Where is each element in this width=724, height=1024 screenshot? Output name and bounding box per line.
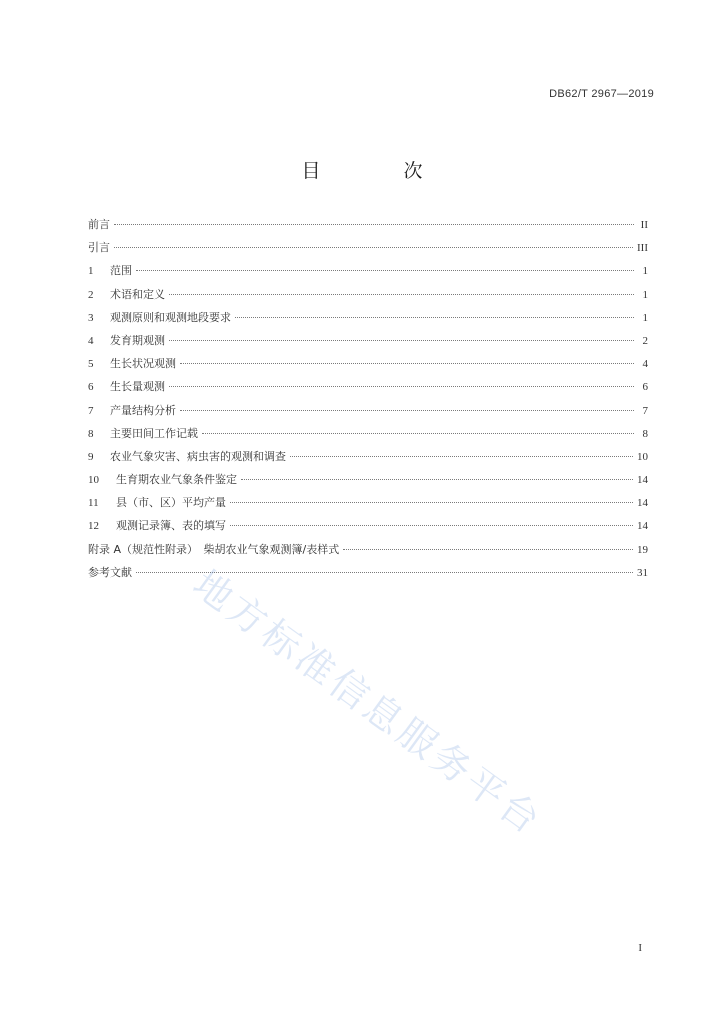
toc-entry-label: 参考文献 [88, 565, 132, 579]
toc-entry-page: 14 [637, 474, 648, 487]
standard-code: DB62/T 2967—2019 [549, 88, 654, 100]
toc-dot-leader [169, 340, 634, 341]
toc-entry[interactable] [88, 216, 648, 239]
toc-entry-page: 2 [642, 334, 648, 347]
toc-entry-label: 发育期观测 [110, 333, 165, 347]
toc-entry-label: 附录 A（规范性附录） 柴胡农业气象观测簿/表样式 [88, 542, 340, 556]
toc-dot-leader [241, 479, 633, 480]
toc-entry-number: 1 [88, 265, 94, 278]
toc-entry-number: 8 [88, 427, 94, 440]
toc-dot-leader [343, 549, 633, 550]
toc-entry[interactable] [88, 448, 648, 471]
toc-entry-page: 19 [637, 543, 648, 556]
toc-dot-leader [202, 433, 634, 434]
toc-dot-leader [290, 456, 633, 457]
toc-entry[interactable] [88, 494, 648, 517]
toc-entry-label: 产量结构分析 [110, 403, 176, 417]
toc-entry-label: 生长量观测 [110, 380, 165, 394]
toc-entry-page: 8 [642, 427, 648, 440]
toc-dot-leader [136, 270, 634, 271]
watermark: 地方标准信息服务平台 [185, 561, 551, 845]
toc-entry-label: 引言 [88, 241, 110, 255]
toc-entry-label: 农业气象灾害、病虫害的观测和调查 [110, 449, 286, 463]
toc-entry-number: 9 [88, 450, 94, 463]
toc-dot-leader [169, 294, 634, 295]
toc-entry-label: 生育期农业气象条件鉴定 [116, 473, 237, 487]
toc-entry-number: 2 [88, 288, 94, 301]
toc-entry-label: 范围 [110, 264, 132, 278]
toc-entry[interactable] [88, 541, 648, 564]
toc-entry-number: 12 [88, 520, 99, 533]
toc-entry[interactable] [88, 425, 648, 448]
toc-entry-number: 7 [88, 404, 94, 417]
toc-entry-page: 1 [642, 265, 648, 278]
toc-entry[interactable] [88, 355, 648, 378]
toc-dot-leader [136, 572, 633, 573]
toc-title: 目 次 [301, 160, 455, 182]
toc-entry-page: 14 [637, 520, 648, 533]
toc-entry-page: 10 [637, 450, 648, 463]
toc-entry-label: 主要田间工作记载 [110, 426, 198, 440]
toc-entry-page: 7 [642, 404, 648, 417]
toc-entry[interactable] [88, 378, 648, 401]
toc-entry-number: 4 [88, 334, 94, 347]
toc-entry[interactable] [88, 262, 648, 285]
toc-entry-number: 6 [88, 381, 94, 394]
toc-entry[interactable] [88, 286, 648, 309]
toc-dot-leader [114, 247, 633, 248]
toc-entry[interactable] [88, 309, 648, 332]
toc-entry[interactable] [88, 564, 648, 587]
toc-entry-page: 14 [637, 497, 648, 510]
toc-entry-page: 4 [642, 358, 648, 371]
toc-entry-page: 31 [637, 566, 648, 579]
toc-entry-number: 10 [88, 474, 99, 487]
toc-dot-leader [235, 317, 634, 318]
toc-entry-number: 11 [88, 497, 99, 510]
toc-entry-label: 县（市、区）平均产量 [116, 496, 226, 510]
toc-entry-page: 1 [642, 288, 648, 301]
toc-dot-leader [169, 386, 634, 387]
toc-entry-page: 6 [642, 381, 648, 394]
toc-entry-label: 前言 [88, 218, 110, 231]
toc-dot-leader [114, 224, 634, 225]
toc-entry-label: 观测记录簿、表的填写 [116, 519, 226, 533]
table-of-contents [88, 216, 648, 587]
toc-entry-label: 观测原则和观测地段要求 [110, 310, 231, 324]
toc-entry[interactable] [88, 517, 648, 540]
toc-entry-page: III [637, 242, 648, 255]
toc-entry-page: II [640, 219, 648, 231]
toc-entry[interactable] [88, 471, 648, 494]
toc-entry-label: 术语和定义 [110, 287, 165, 301]
page-number: I [638, 942, 642, 954]
toc-dot-leader [180, 410, 634, 411]
toc-dot-leader [230, 502, 633, 503]
toc-entry-number: 5 [88, 358, 94, 371]
toc-dot-leader [180, 363, 634, 364]
toc-entry-page: 1 [642, 311, 648, 324]
toc-entry-number: 3 [88, 311, 94, 324]
toc-entry[interactable] [88, 332, 648, 355]
toc-entry[interactable] [88, 402, 648, 425]
toc-entry[interactable] [88, 239, 648, 262]
toc-dot-leader [230, 525, 633, 526]
toc-entry-label: 生长状况观测 [110, 357, 176, 371]
